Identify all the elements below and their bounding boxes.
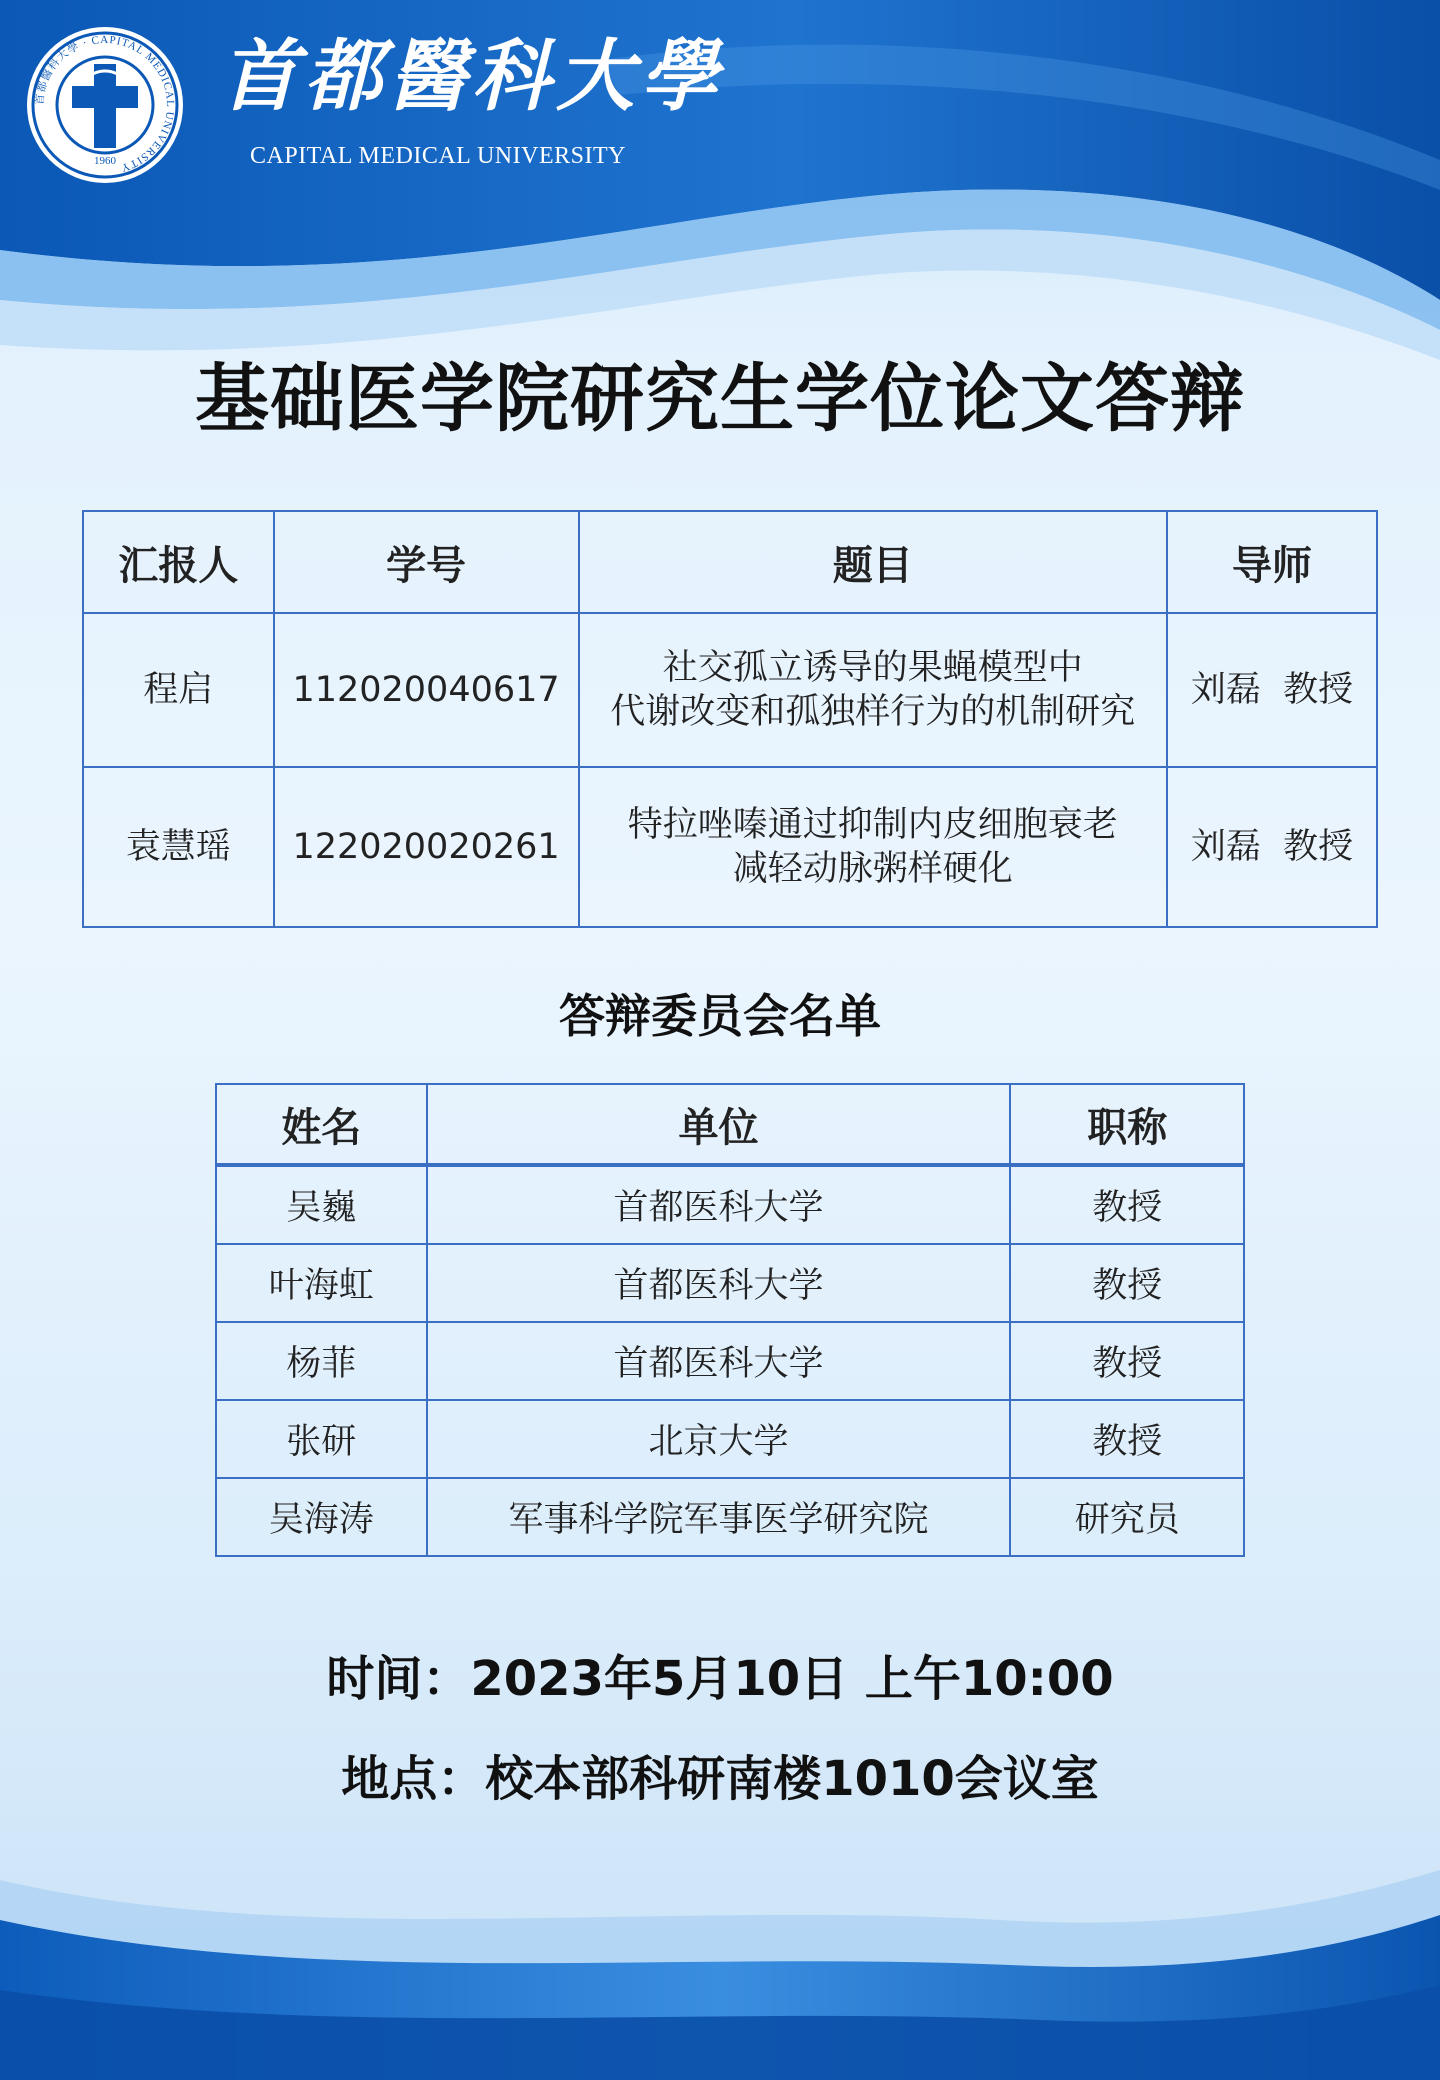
header-rank: 职称 [1010,1084,1244,1165]
member-rank: 教授 [1010,1322,1244,1400]
header-name: 姓名 [216,1084,427,1165]
svg-text:首都醫科大學 · CAPITAL MEDICAL UNIVE: 首都醫科大學 · CAPITAL MEDICAL UNIVERSITY [33,33,177,174]
header-topic: 题目 [579,511,1168,613]
header-unit: 单位 [427,1084,1011,1165]
member-name: 吴巍 [216,1165,427,1244]
svg-text:1960: 1960 [94,155,116,167]
member-unit: 北京大学 [427,1400,1011,1478]
university-name-cn: 首都醫科大學 [220,31,725,122]
student-id-cell: 122020020261 [274,767,579,927]
university-emblem-icon [24,24,186,186]
advisor-cell: 刘磊 教授 [1167,767,1377,927]
member-rank: 研究员 [1010,1478,1244,1556]
topic-line: 社交孤立诱导的果蝇模型中 [662,648,1083,688]
table-row [216,1400,1244,1478]
member-unit: 首都医科大学 [427,1244,1011,1322]
committee-title: 答辩委员会名单 [559,989,881,1043]
member-name: 吴海涛 [216,1478,427,1556]
table-row [83,613,1377,767]
topic-cell [579,613,1168,767]
header-student-id: 学号 [274,511,579,613]
header-advisor: 导师 [1167,511,1377,613]
member-name: 叶海虹 [216,1244,427,1322]
topic-line: 代谢改变和孤独样行为的机制研究 [610,692,1136,732]
defense-location: 地点：校本部科研南楼1010会议室 [341,1751,1099,1807]
student-id-cell: 112020040617 [274,613,579,767]
presenter-cell: 袁慧瑶 [83,767,274,927]
table-row [216,1244,1244,1322]
member-unit: 军事科学院军事医学研究院 [427,1478,1011,1556]
table-row [216,1478,1244,1556]
table-header-row [216,1084,1244,1165]
member-rank: 教授 [1010,1400,1244,1478]
committee-table [215,1083,1245,1557]
table-header-row [83,511,1377,613]
defense-time: 时间：2023年5月10日 上午10:00 [326,1651,1114,1707]
header-presenter: 汇报人 [83,511,274,613]
table-row [216,1322,1244,1400]
member-unit: 首都医科大学 [427,1322,1011,1400]
presenter-cell: 程启 [83,613,274,767]
member-name: 张研 [216,1400,427,1478]
topic-line: 特拉唑嗪通过抑制内皮细胞衰老 [627,805,1118,845]
member-name: 杨菲 [216,1322,427,1400]
member-rank: 教授 [1010,1165,1244,1244]
topic-line: 减轻动脉粥样硬化 [732,849,1013,889]
defense-table [82,510,1378,928]
topic-cell [579,767,1168,927]
page-title: 基础医学院研究生学位论文答辩 [195,356,1245,442]
table-row [83,767,1377,927]
member-unit: 首都医科大学 [427,1165,1011,1244]
university-name-en: CAPITAL MEDICAL UNIVERSITY [250,143,626,169]
table-row [216,1165,1244,1244]
advisor-cell: 刘磊 教授 [1167,613,1377,767]
member-rank: 教授 [1010,1244,1244,1322]
